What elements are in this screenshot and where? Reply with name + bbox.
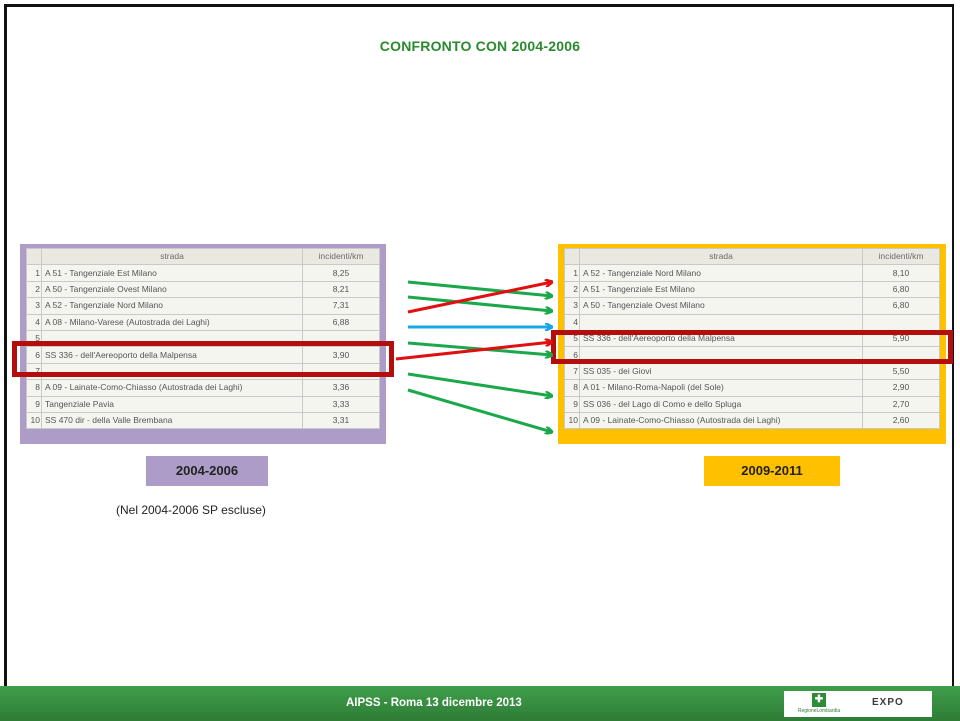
value-cell: 8,10: [863, 265, 940, 281]
table-row: [565, 281, 940, 297]
road-cell: A 51 - Tangenziale Est Milano: [580, 281, 863, 297]
regione-lombardia-logo: [784, 691, 854, 717]
table-row: [565, 412, 940, 428]
expo-label: EXPO: [872, 697, 904, 708]
table-header-row: [565, 249, 940, 265]
road-cell: A 01 - Milano-Roma-Napoli (del Sole): [580, 380, 863, 396]
value-cell: 6,80: [863, 281, 940, 297]
road-cell: SS 035 - dei Giovi: [580, 363, 863, 379]
value-cell: [863, 314, 940, 330]
footnote: (Nel 2004-2006 SP escluse): [116, 503, 266, 517]
footer-text: AIPSS - Roma 13 dicembre 2013: [346, 697, 522, 709]
regione-lombardia-label: RegioneLombardia: [797, 708, 841, 714]
value-cell: 2,60: [863, 412, 940, 428]
rank-cell: 9: [27, 396, 42, 412]
highlight-box-malpensa-2004-2006: [12, 341, 394, 377]
road-cell: SS 336 - dell'Aereoporto della Malpensa: [42, 347, 303, 363]
header-road: strada: [42, 249, 303, 265]
value-cell: 8,25: [303, 265, 380, 281]
table-row: [27, 412, 380, 428]
road-cell: Tangenziale Pavia: [42, 396, 303, 412]
value-cell: 2,90: [863, 380, 940, 396]
table-row: [27, 396, 380, 412]
rank-cell: 9: [565, 396, 580, 412]
slide-title: CONFRONTO CON 2004-2006: [379, 38, 581, 54]
road-cell: A 50 - Tangenziale Ovest Milano: [580, 298, 863, 314]
road-cell: A 51 - Tangenziale Est Milano: [42, 265, 303, 281]
value-cell: 6,80: [863, 298, 940, 314]
value-cell: 8,21: [303, 281, 380, 297]
rank-cell: 4: [27, 314, 42, 330]
rank-cell: 4: [565, 314, 580, 330]
ranking-table-2004-2006: [26, 248, 380, 429]
rank-cell: 5: [565, 330, 580, 346]
header-value: incidenti/km: [863, 249, 940, 265]
table-row: [565, 396, 940, 412]
value-cell: 3,36: [303, 380, 380, 396]
road-cell: A 09 - Lainate-Como-Chiasso (Autostrada dei Laghi): [580, 412, 863, 428]
value-cell: 7,31: [303, 298, 380, 314]
value-cell: 3,31: [303, 412, 380, 428]
rank-cell: 8: [27, 380, 42, 396]
table-row: [565, 363, 940, 379]
road-cell: [580, 314, 863, 330]
table-row: [27, 314, 380, 330]
value-cell: 5,50: [863, 363, 940, 379]
road-cell: SS 336 - dell'Aereoporto della Malpensa: [580, 330, 863, 346]
table-row: [565, 380, 940, 396]
rank-cell: 2: [565, 281, 580, 297]
value-cell: 5,90: [863, 330, 940, 346]
value-cell: 3,90: [303, 347, 380, 363]
rank-cell: 6: [565, 347, 580, 363]
rank-cell: 10: [27, 412, 42, 428]
table-row: [565, 265, 940, 281]
rank-cell: 8: [565, 380, 580, 396]
table-header-row: [27, 249, 380, 265]
table-row: [27, 265, 380, 281]
rank-cell: 1: [27, 265, 42, 281]
table-row: [27, 380, 380, 396]
road-cell: A 50 - Tangenziale Ovest Milano: [42, 281, 303, 297]
rank-cell: 7: [565, 363, 580, 379]
rank-cell: 5: [27, 330, 42, 346]
table-row: [27, 281, 380, 297]
footer-bar: [0, 686, 960, 721]
value-cell: 6,88: [303, 314, 380, 330]
rank-cell: 2: [27, 281, 42, 297]
road-cell: A 52 - Tangenziale Nord Milano: [580, 265, 863, 281]
header-rank: [27, 249, 42, 265]
period-label-2004-2006: 2004-2006: [146, 456, 268, 486]
expo-logo: [854, 691, 932, 717]
header-rank: [565, 249, 580, 265]
road-cell: A 08 - Milano-Varese (Autostrada dei Laghi): [42, 314, 303, 330]
rank-cell: 6: [27, 347, 42, 363]
road-cell: SS 470 dir - della Valle Brembana: [42, 412, 303, 428]
table-row: [565, 314, 940, 330]
rank-cell: 10: [565, 412, 580, 428]
road-cell: A 52 - Tangenziale Nord Milano: [42, 298, 303, 314]
rank-cell: 7: [27, 363, 42, 379]
header-value: incidenti/km: [303, 249, 380, 265]
rank-cell: 1: [565, 265, 580, 281]
rank-cell: 3: [565, 298, 580, 314]
rank-cell: 3: [27, 298, 42, 314]
table-row: [565, 298, 940, 314]
road-cell: SS 036 - del Lago di Como e dello Spluga: [580, 396, 863, 412]
highlight-box-malpensa-2009-2011: [551, 330, 953, 364]
value-cell: 2,70: [863, 396, 940, 412]
regione-lombardia-icon: ✚: [812, 693, 826, 707]
period-label-2009-2011: 2009-2011: [704, 456, 840, 486]
value-cell: 3,33: [303, 396, 380, 412]
road-cell: A 09 - Lainate-Como-Chiasso (Autostrada dei Laghi): [42, 380, 303, 396]
header-road: strada: [580, 249, 863, 265]
table-row: [27, 298, 380, 314]
